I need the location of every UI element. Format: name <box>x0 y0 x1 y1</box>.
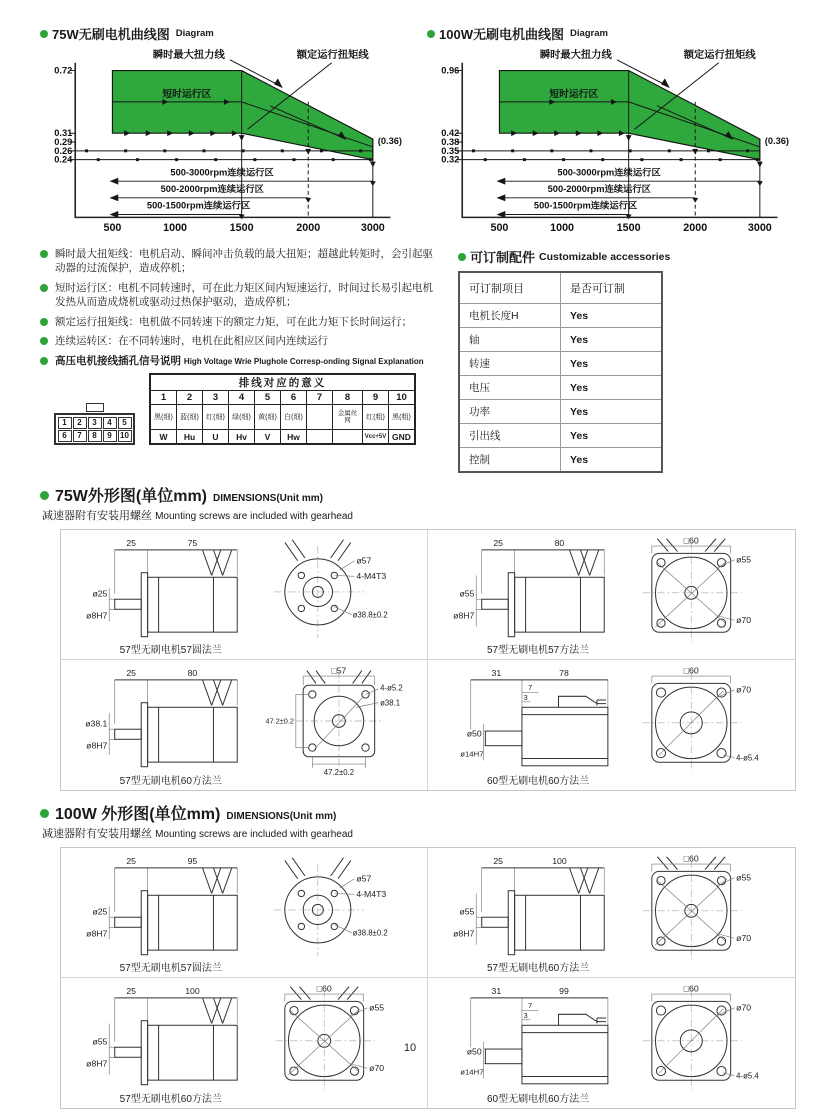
rated-torque-label: 额定运行扭矩线 <box>296 49 369 61</box>
item-name: 电压 <box>459 376 561 400</box>
end-value-label: (0.36) <box>377 135 403 146</box>
dim-label: ø8H7 <box>86 1058 108 1069</box>
table-row <box>459 424 662 448</box>
green-bullet-icon <box>40 318 48 326</box>
connector-body <box>54 413 135 445</box>
end-value-label: (0.36) <box>764 135 790 146</box>
x-tick: 2000 <box>683 222 708 235</box>
green-bullet-icon <box>40 30 48 38</box>
connector-pin: 5 <box>118 417 132 429</box>
item-name: 转速 <box>459 352 561 376</box>
item-name: 电机长度H <box>459 304 561 328</box>
motor-side-view <box>69 983 261 1095</box>
zone-1500-label: 500-1500rpm连续运行区 <box>146 200 251 211</box>
note-text: 瞬时最大扭矩线：电机启动、瞬间冲击负载的最大扭矩；超越此转矩时，会引起驱动器的过流保护，造成停机； <box>55 248 433 275</box>
pin-number: 5 <box>255 391 281 405</box>
x-tick: 1000 <box>163 222 188 235</box>
wiring-heading <box>40 354 440 368</box>
x-tick: 500 <box>490 222 509 235</box>
wire-signal: Vcc+5V <box>363 430 389 445</box>
y-tick: 0.96 <box>441 65 460 76</box>
dim-label: 31 <box>491 986 502 997</box>
wiring-heading-en: High Voltage Wrie Plughole Corresp-onding Signal Explanation <box>183 356 424 366</box>
connector-latch <box>86 403 104 412</box>
item-value: Yes <box>561 376 663 400</box>
chart-title-en: Diagram <box>569 28 608 39</box>
pin-number: 2 <box>177 391 203 405</box>
connector-diagram <box>54 403 135 445</box>
dim-label: ø8H7 <box>86 610 108 621</box>
wire-signal: W <box>150 430 177 445</box>
torque-curve-chart-75w <box>40 45 412 241</box>
connector-row <box>57 429 132 442</box>
page-number: 10 <box>403 1042 417 1054</box>
dim-label: 99 <box>559 986 569 997</box>
flange-front-view <box>628 665 782 777</box>
dim-label: □57 <box>331 665 347 676</box>
note-max-torque <box>40 247 440 276</box>
connector-pin: 10 <box>118 430 132 442</box>
drawing-75w-square-flange-60 <box>61 660 428 790</box>
wire-color: 黑(粗) <box>389 405 416 430</box>
dim-label: 25 <box>493 538 503 549</box>
table-row <box>459 400 662 424</box>
chart-100w-title <box>427 24 800 43</box>
pin-number: 9 <box>363 391 389 405</box>
x-tick: 2000 <box>296 222 321 235</box>
dim-label: ø70 <box>369 1063 385 1074</box>
item-name: 控制 <box>459 448 561 473</box>
pin-number: 6 <box>281 391 307 405</box>
dims-subtitle-en: Mounting screws are included with gearhead <box>155 829 353 840</box>
pin-number: 10 <box>389 391 416 405</box>
dims-75w-heading <box>40 483 800 506</box>
dim-label: ø8H7 <box>453 610 475 621</box>
middle-section <box>40 247 800 473</box>
item-value: Yes <box>561 448 663 473</box>
dim-label: 25 <box>126 986 136 997</box>
wire-signal <box>333 430 363 445</box>
chart-title-en: Diagram <box>175 28 214 39</box>
dim-label: □60 <box>683 853 699 864</box>
dim-label: ø38.1 <box>85 718 108 729</box>
x-tick: 1500 <box>616 222 641 235</box>
wire-color: 绿(细) <box>229 405 255 430</box>
dim-label: □60 <box>683 665 699 676</box>
dim-label: □60 <box>683 535 699 546</box>
dim-label: ø57 <box>356 873 372 884</box>
wire-color: 白(细) <box>281 405 307 430</box>
accessories-column <box>458 247 673 473</box>
dim-label: ø38.8±0.2 <box>352 610 388 620</box>
pin-number: 8 <box>333 391 363 405</box>
dim-label: ø14H7 <box>460 1067 484 1077</box>
drawing-75w-square-flange-57 <box>428 530 795 660</box>
zone-2000-label: 500-2000rpm连续运行区 <box>547 183 651 194</box>
drawing-caption: 57型无刷电机57方法兰 <box>486 645 590 656</box>
green-bullet-icon <box>40 337 48 345</box>
pin-number: 3 <box>203 391 229 405</box>
x-tick: 500 <box>103 222 122 235</box>
drawing-caption: 57型无刷电机60方法兰 <box>119 776 222 787</box>
flange-front-view <box>628 535 782 647</box>
dims-75w-grid <box>60 529 796 791</box>
pin-number: 7 <box>307 391 333 405</box>
y-tick: 0.31 <box>54 128 73 139</box>
motor-side-view <box>436 665 628 777</box>
y-tick: 0.24 <box>54 154 73 165</box>
wiring-heading-cn: 高压电机接线插孔信号说明 <box>55 354 181 367</box>
wire-signal: Hu <box>177 430 203 445</box>
dim-label: 100 <box>185 986 200 997</box>
green-bullet-icon <box>427 30 435 38</box>
dim-label: ø14H7 <box>460 749 484 759</box>
y-tick: 0.72 <box>54 65 73 76</box>
dim-label: 31 <box>491 668 502 679</box>
zone-2000-label: 500-2000rpm连续运行区 <box>160 183 264 194</box>
dims-heading-en: DIMENSIONS(Unit mm) <box>226 811 337 822</box>
dim-label: ø55 <box>736 872 752 883</box>
accessories-title-en: Customizable accessories <box>539 250 671 263</box>
dims-subtitle-en: Mounting screws are included with gearhead <box>155 511 353 522</box>
dim-label: 47.2±0.2 <box>323 768 355 777</box>
connector-pin: 2 <box>73 417 87 429</box>
connector-pin: 8 <box>88 430 102 442</box>
dim-label: 4-M4T3 <box>356 571 387 582</box>
dim-label: 4-ø5.2 <box>380 683 403 693</box>
note-continuous-zone <box>40 334 440 348</box>
zone-3000-label: 500-3000rpm连续运行区 <box>557 167 661 178</box>
connector-pin: 3 <box>88 417 102 429</box>
flange-front-view <box>261 983 415 1095</box>
wire-color: 黄(细) <box>255 405 281 430</box>
dim-label: 4-M4T3 <box>356 889 387 900</box>
wire-signal: Hw <box>281 430 307 445</box>
chart-75w-title <box>40 24 413 43</box>
flange-front-view <box>628 853 782 965</box>
dim-label: 95 <box>187 856 198 867</box>
charts-row <box>40 24 800 241</box>
item-value: Yes <box>561 352 663 376</box>
dim-label: 80 <box>187 668 198 679</box>
y-tick: 0.42 <box>441 128 460 139</box>
y-tick: 0.38 <box>441 136 460 147</box>
dim-label: ø70 <box>736 1002 752 1013</box>
dim-label: 80 <box>554 538 565 549</box>
zone-1500-label: 500-1500rpm连续运行区 <box>533 200 638 211</box>
wire-color: 金属丝网 <box>333 405 363 430</box>
zone-3000-label: 500-3000rpm连续运行区 <box>170 167 274 178</box>
dim-label: ø50 <box>466 728 482 739</box>
dim-label: ø70 <box>736 615 752 626</box>
wire-signal: Hv <box>229 430 255 445</box>
y-tick: 0.35 <box>441 145 460 156</box>
connector-pin: 1 <box>58 417 72 429</box>
dim-label: ø55 <box>736 554 752 565</box>
flange-front-view <box>261 853 415 965</box>
dim-label: 4-ø5.4 <box>736 1071 759 1081</box>
wiring-table <box>149 373 416 445</box>
dim-label: ø57 <box>356 555 372 566</box>
y-tick: 0.32 <box>441 154 460 165</box>
chart-title-cn: 100W无刷电机曲线图 <box>439 27 564 42</box>
wire-color: 红(粗) <box>363 405 389 430</box>
dim-label: 100 <box>552 856 567 867</box>
dim-label: ø38.1 <box>380 698 401 708</box>
dim-label: ø55 <box>459 588 475 599</box>
max-torque-label: 瞬时最大扭力线 <box>152 49 225 61</box>
wire-color: 蓝(细) <box>177 405 203 430</box>
dim-label: 3 <box>523 1010 528 1020</box>
dim-label: 25 <box>126 668 136 679</box>
connector-pin: 4 <box>103 417 117 429</box>
item-value: Yes <box>561 304 663 328</box>
short-zone-label: 短时运行区 <box>162 88 212 100</box>
motor-side-view <box>436 853 628 965</box>
note-rated-line <box>40 315 440 329</box>
chart-plot <box>69 60 390 220</box>
x-tick: 1500 <box>229 222 254 235</box>
wiring-table-title: 排线对应的意义 <box>150 374 415 391</box>
item-name: 轴 <box>459 328 561 352</box>
wire-signal: GND <box>389 430 416 445</box>
dim-label: ø55 <box>92 1036 108 1047</box>
dims-subtitle-cn: 减速器附有安装用螺丝 <box>42 828 152 840</box>
short-zone-label: 短时运行区 <box>549 88 599 100</box>
item-value: Yes <box>561 424 663 448</box>
notes-column <box>40 247 440 473</box>
dims-100w-subtitle <box>42 825 800 841</box>
torque-curve-chart-100w <box>427 45 799 241</box>
accessories-col2-header: 是否可订制 <box>561 272 663 304</box>
dim-label: ø38.8±0.2 <box>352 928 388 938</box>
dim-label: 25 <box>493 856 503 867</box>
dim-label: 78 <box>559 668 569 679</box>
dim-label: 25 <box>126 538 136 549</box>
dim-label: ø70 <box>736 684 752 695</box>
dims-100w-grid <box>60 847 796 1109</box>
table-row <box>459 304 662 328</box>
dim-label: ø8H7 <box>86 740 108 751</box>
note-text: 额定运行扭矩线：电机做不同转速下的额定力矩，可在此力矩下长时间运行； <box>55 315 412 328</box>
dim-label: 75 <box>187 538 198 549</box>
item-name: 功率 <box>459 400 561 424</box>
dims-heading-cn: 75W外形图(单位mm) <box>55 488 208 505</box>
drawing-100w-square-flange <box>428 848 795 978</box>
table-row <box>459 448 662 473</box>
item-value: Yes <box>561 400 663 424</box>
dims-subtitle-cn: 减速器附有安装用螺丝 <box>42 510 152 522</box>
item-value: Yes <box>561 328 663 352</box>
motor-side-view <box>69 535 261 647</box>
connector-pin: 7 <box>73 430 87 442</box>
dim-label: 7 <box>528 682 533 692</box>
pin-number: 1 <box>150 391 177 405</box>
motor-side-view <box>69 853 261 965</box>
table-row <box>459 328 662 352</box>
green-bullet-icon <box>40 357 48 365</box>
table-row <box>459 376 662 400</box>
dim-label: □60 <box>316 983 332 994</box>
dim-label: ø55 <box>459 906 475 917</box>
dims-heading-cn: 100W 外形图(单位mm) <box>55 806 221 823</box>
motor-side-view <box>436 983 628 1095</box>
wire-signal <box>307 430 333 445</box>
green-bullet-icon <box>40 491 49 500</box>
drawing-caption: 57型无刷电机60方法兰 <box>486 963 590 974</box>
wiring-row <box>40 373 440 445</box>
accessories-title-cn: 可订制配件 <box>470 250 536 265</box>
note-text: 短时运行区：电机不同转速时，可在此力矩区间内短速运行，时间过长易引起电机发热从而造成烧机或驱动过热保护驱动，造成停机； <box>55 281 433 309</box>
green-bullet-icon <box>40 809 49 818</box>
motor-side-view <box>436 535 628 647</box>
dim-label: 4-ø5.4 <box>736 753 759 763</box>
rated-torque-label: 额定运行扭矩线 <box>683 49 756 61</box>
item-name: 引出线 <box>459 424 561 448</box>
wire-signal: U <box>203 430 229 445</box>
accessories-title <box>458 247 673 266</box>
max-torque-label: 瞬时最大扭力线 <box>539 49 612 61</box>
dims-heading-en: DIMENSIONS(Unit mm) <box>213 493 324 504</box>
drawing-caption: 57型无刷电机57圆法兰 <box>119 963 222 974</box>
wire-color: 黑(细) <box>150 405 177 430</box>
dim-label: 47.2±0.2 <box>265 716 294 726</box>
green-bullet-icon <box>40 250 48 258</box>
x-tick: 1000 <box>550 222 575 235</box>
dim-label: ø50 <box>466 1046 482 1057</box>
chart-title-cn: 75W无刷电机曲线图 <box>52 27 170 42</box>
chart-plot <box>456 60 777 220</box>
flange-front-view <box>628 983 782 1095</box>
connector-pin: 9 <box>103 430 117 442</box>
connector-row <box>57 416 132 429</box>
dims-75w-subtitle <box>42 507 800 523</box>
drawing-75w-60-type <box>428 660 795 790</box>
drawing-caption: 60型无刷电机60方法兰 <box>486 1094 590 1105</box>
drawing-100w-round-flange <box>61 848 428 978</box>
y-tick: 0.26 <box>54 145 73 156</box>
pin-number: 4 <box>229 391 255 405</box>
wire-signal: V <box>255 430 281 445</box>
chart-75w <box>40 24 413 241</box>
connector-pin: 6 <box>58 430 72 442</box>
dim-label: ø8H7 <box>86 928 108 939</box>
x-tick: 3000 <box>747 222 772 235</box>
flange-front-view <box>261 535 415 647</box>
dim-label: ø70 <box>736 933 752 944</box>
dim-label: 7 <box>528 1000 533 1010</box>
wire-color: 红(细) <box>203 405 229 430</box>
dim-label: ø25 <box>92 906 108 917</box>
green-bullet-icon <box>458 253 466 261</box>
flange-front-view <box>261 665 415 777</box>
drawing-75w-round-flange <box>61 530 428 660</box>
drawing-caption: 60型无刷电机60方法兰 <box>486 776 590 787</box>
dim-label: 25 <box>126 856 136 867</box>
accessories-table <box>458 271 663 473</box>
dims-100w-heading <box>40 801 800 824</box>
y-tick: 0.29 <box>54 136 73 147</box>
drawing-caption: 57型无刷电机57圆法兰 <box>119 645 222 656</box>
dim-label: □60 <box>683 983 699 994</box>
dim-label: ø8H7 <box>453 928 475 939</box>
note-text: 连续运转区：在不同转速时，电机在此相应区间内连续运行 <box>55 335 328 348</box>
note-short-zone <box>40 281 440 310</box>
accessories-col1-header: 可订制项目 <box>459 272 561 304</box>
green-bullet-icon <box>40 284 48 292</box>
dim-label: 3 <box>523 692 528 702</box>
dim-label: ø55 <box>369 1002 385 1013</box>
motor-side-view <box>69 665 261 777</box>
dim-label: ø25 <box>92 588 108 599</box>
drawing-caption: 57型无刷电机60方法兰 <box>119 1094 222 1105</box>
chart-100w <box>427 24 800 241</box>
wire-color <box>307 405 333 430</box>
x-tick: 3000 <box>360 222 385 235</box>
table-row <box>459 352 662 376</box>
